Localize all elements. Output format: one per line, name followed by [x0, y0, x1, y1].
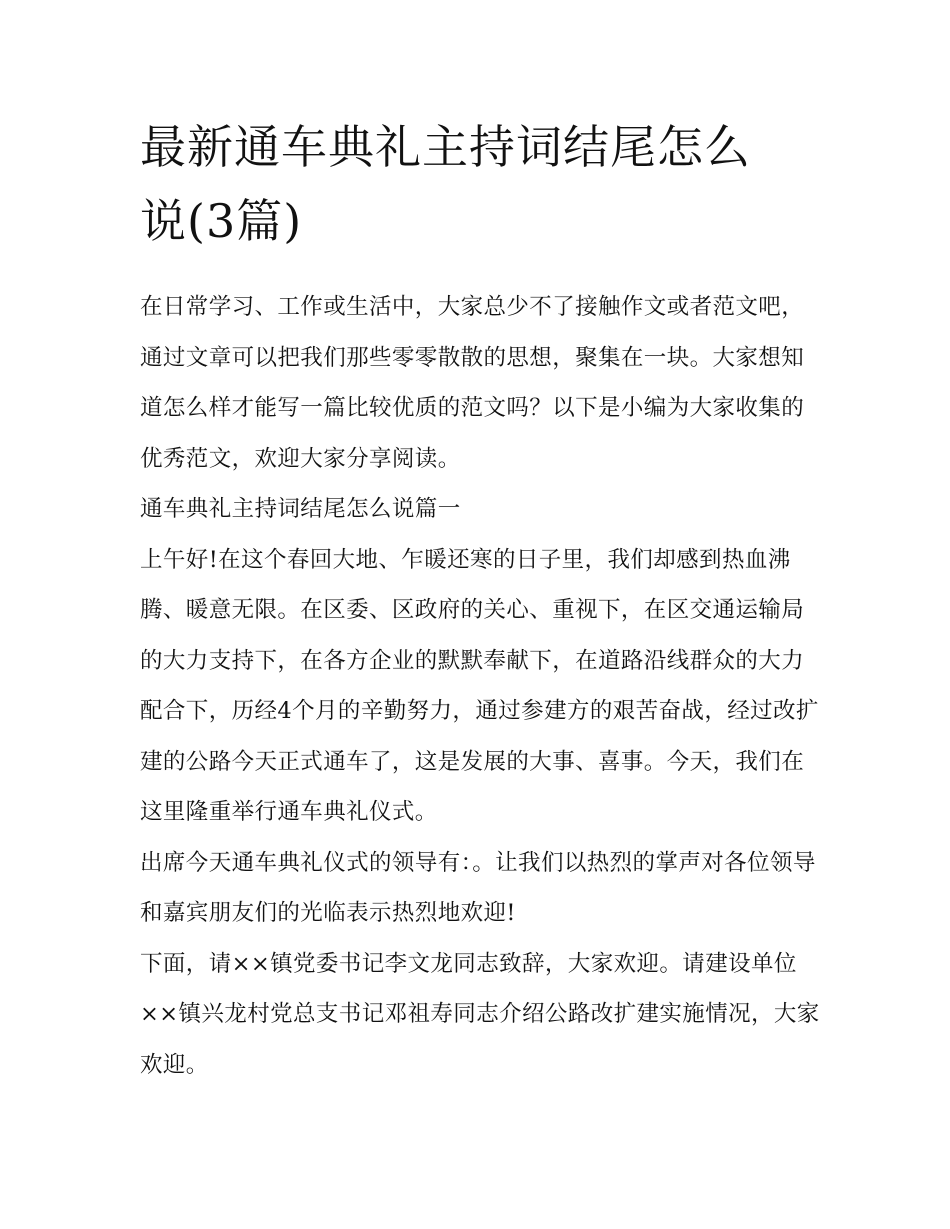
title-line-2: 说(3篇)	[140, 194, 303, 248]
intro-paragraph: 在日常学习、工作或生活中，大家总少不了接触作文或者范文吧，通过文章可以把我们那些零零散散的思想，聚集在一块。大家想知道怎么样才能写一篇比较优质的范文吗？以下是小编为大家收集的优秀范文，欢迎大家分享阅读。	[140, 294, 805, 472]
section-heading: 通车典礼主持词结尾怎么说篇一	[140, 496, 461, 522]
body-paragraph: 上午好!在这个春回大地、乍暖还寒的日子里，我们却感到热血沸腾、暖意无限。在区委、区政府的关心、重视下，在区交通运输局的大力支持下，在各方企业的默默奉献下，在道路沿线群众的大力配合下，历经4个月的辛勤努力，通过参建方的艰苦奋战，经过改扩建的公路今天正式通车了，这是发展的大事、喜事。今天，我们在这里隆重举行通车典礼仪式。	[140, 546, 819, 825]
document-title	[140, 110, 820, 258]
title-line-1: 最新通车典礼主持词结尾怎么	[140, 120, 751, 174]
document-content	[140, 110, 820, 1090]
body-paragraph: 下面，请××镇党委书记李文龙同志致辞，大家欢迎。请建设单位××镇兴龙村党总支书记邓祖寿同志介绍公路改扩建实施情况，大家欢迎。	[140, 950, 820, 1078]
body-paragraph: 出席今天通车典礼仪式的领导有：。让我们以热烈的掌声对各位领导和嘉宾朋友们的光临表示热烈地欢迎!	[140, 849, 816, 926]
document-body	[140, 282, 820, 1090]
